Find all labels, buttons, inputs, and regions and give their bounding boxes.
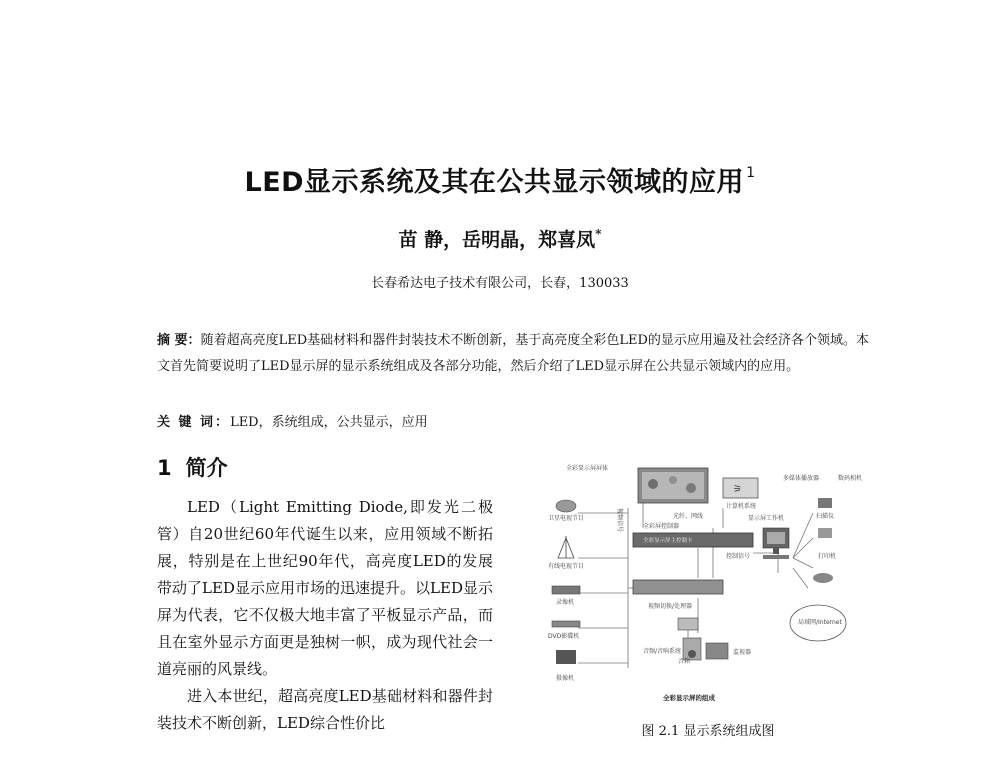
svg-text:⚞: ⚞ bbox=[733, 484, 742, 495]
label-vcr: 录像机 bbox=[556, 599, 575, 606]
label-light: 光纤、网线 bbox=[673, 513, 704, 520]
label-screen: 全彩显示屏屏体 bbox=[566, 465, 609, 472]
label-speaker: 音箱 bbox=[678, 658, 691, 665]
figure-caption: 图 2.1 显示系统组成图 bbox=[641, 724, 775, 739]
section-heading bbox=[157, 452, 228, 482]
inner-caption: 全彩显示屏的组成 bbox=[663, 694, 715, 702]
body-paragraph: LED（Light Emitting Diode,即发光二极管）自20世纪60年代诞生以来，应用领域不断拓展，特别是在上世纪90年代，高亮度LED的发展带动了LED显示应用市场的迅速提升。以LED显示屏为代表，它不仅极大地丰富了平板显示产品，而且在室外显示方面更是独树一帜，成为现代社会一道亮丽的风景线。 bbox=[157, 498, 493, 678]
label-cam: 摄像机 bbox=[556, 675, 575, 682]
author-list bbox=[0, 225, 1000, 252]
section-number: 1 bbox=[157, 456, 172, 480]
system-diagram-figure bbox=[548, 458, 868, 708]
label-network: 局域网/Internet bbox=[798, 619, 842, 626]
keywords bbox=[157, 410, 869, 436]
section-title: 简介 bbox=[185, 456, 228, 480]
abstract-text: 随着超高亮度LED基础材料和器件封装技术不断创新，基于高亮度全彩色LED的显示应用遍及社会经济各个领域。本文首先简要说明了LED显示屏的显示系统组成及各部分功能，然后介绍了LED显示屏在公共显示领域内的应用。 bbox=[157, 333, 870, 374]
label-computer: 计算机系统 bbox=[726, 503, 757, 510]
switcher-graphic bbox=[723, 478, 758, 498]
paper-title bbox=[0, 160, 1000, 199]
label-pc: 显示屏工作机 bbox=[748, 515, 785, 522]
body-paragraph: 进入本世纪，超高亮度LED基础材料和器件封装技术不断创新，LED综合性价比 bbox=[157, 687, 493, 732]
led-screen-graphic bbox=[566, 464, 708, 503]
label-dvd: DVD影碟机 bbox=[548, 633, 580, 640]
abstract-label: 摘 要： bbox=[157, 333, 201, 348]
affiliation: 长春希达电子技术有限公司，长春，130033 bbox=[371, 276, 629, 291]
label-multimedia: 多媒体播放器 bbox=[783, 475, 820, 482]
label-proc: 视频切换/处理器 bbox=[648, 603, 693, 610]
computer-graphic bbox=[748, 514, 789, 559]
label-control: 全彩屏控制器 bbox=[643, 523, 680, 530]
label-tv: 有线电视节目 bbox=[548, 563, 585, 570]
label-printer: 打印机 bbox=[818, 553, 837, 560]
label-sat: 卫星电视节目 bbox=[548, 515, 585, 522]
keywords-label: 关 键 词： bbox=[157, 415, 231, 430]
label-scanner: 扫描仪 bbox=[816, 513, 835, 520]
controller-graphic bbox=[633, 502, 756, 560]
label-monitor: 监视器 bbox=[733, 649, 752, 656]
label-digital: 数码相机 bbox=[838, 475, 863, 482]
source-devices bbox=[548, 500, 624, 682]
title-footnote-mark: 1 bbox=[746, 165, 756, 181]
label-audio: 音频/音响系统 bbox=[643, 648, 682, 655]
label-video-line: 视频信号 bbox=[616, 508, 623, 533]
label-ctrl-card: 全彩显示屏主控制卡 bbox=[643, 538, 693, 544]
keywords-text: LED，系统组成，公共显示，应用 bbox=[230, 415, 428, 430]
output-devices bbox=[643, 618, 751, 665]
system-diagram bbox=[548, 458, 868, 708]
abstract bbox=[157, 328, 869, 380]
authors-text: 苗 静，岳明晶，郑喜凤 bbox=[398, 229, 596, 251]
peripheral-devices bbox=[783, 474, 862, 641]
label-ctrl-signal: 控制信号 bbox=[726, 553, 751, 560]
processor-graphic bbox=[633, 580, 723, 610]
corresponding-author-mark: * bbox=[595, 227, 602, 241]
title-text: LED显示系统及其在公共显示领域的应用 bbox=[244, 167, 745, 198]
section-body bbox=[157, 494, 493, 737]
